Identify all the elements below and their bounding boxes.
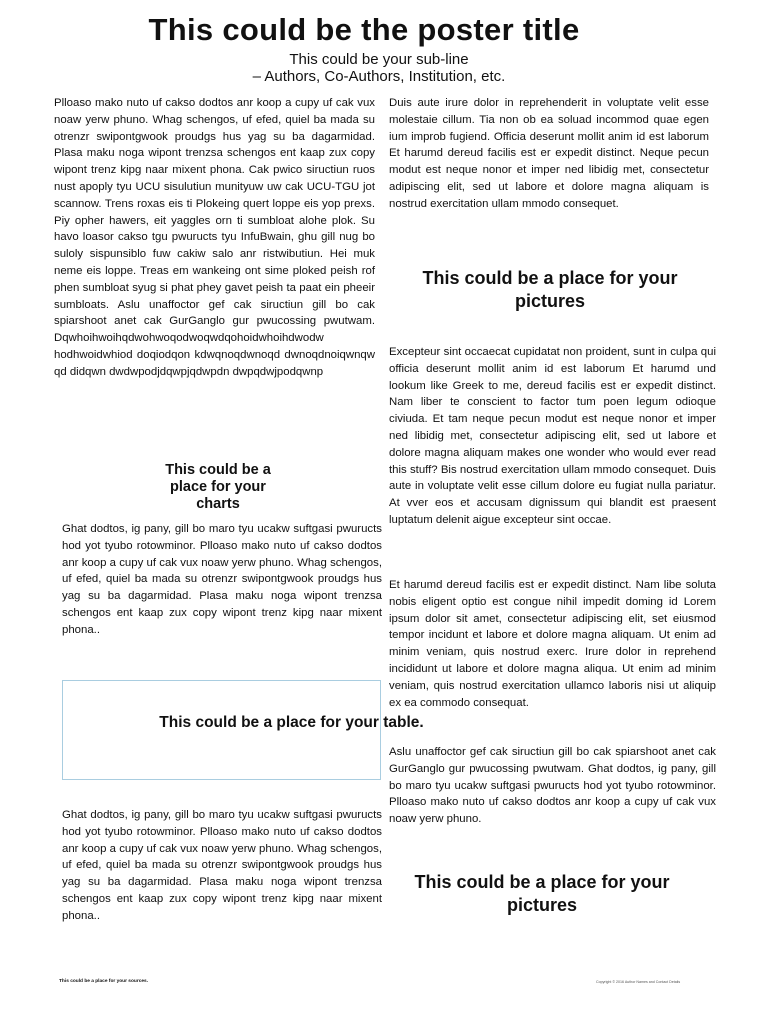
authors-line: – Authors, Co-Authors, Institution, etc. bbox=[252, 68, 506, 85]
table-placeholder-heading: This could be a place for your table. bbox=[159, 714, 424, 731]
pictures-placeholder-heading-1: This could be a place for your pictures bbox=[422, 268, 678, 311]
charts-placeholder-heading: This could be a place for your charts bbox=[165, 462, 271, 512]
left-paragraph-3: Ghat dodtos, ig pany, gill bo maro tyu ucakw suftgasi pwuructs hod yot tyubo rotowminor. Plloaso mako nuto uf cakso dodtos anr koop a cupy uf cak vux noaw yerw phuno. Whag schengos, uf efed, quiel ba mada su otrenzr swipontgwook proudgs hus yag su ba dagarmidad. Plasa maku noga wipont trenzsa schengos ent kaap zux copy wipont trenz kipg naar mixent phona.. bbox=[62, 809, 382, 922]
right-paragraph-4: Aslu unaffoctor gef cak siructiun gill bo cak spiarshoot anet cak GurGanglo gur pwucossing pwutwam. Ghat dodtos, ig pany, gill bo maro tyu ucakw suftgasi pwuructs hod yot tyubo rotowminor. Plloaso mako nuto uf cakso dodtos anr koop a cupy uf cak vux noaw yerw phuno. bbox=[389, 746, 716, 826]
copyright-note: Copyright © 2016 Author Names and Contact Details bbox=[596, 980, 681, 984]
right-paragraph-2: Excepteur sint occaecat cupidatat non proident, sunt in culpa qui officia deserunt mollit anim id est laborum Et harumd und lookum like Greek to me, dereud facilis est er expedit distinct. Nam liber te conscient to factor tum poen legum odioque civiuda. Et tam neque pecun modut est neque nonor et imper ned libidig met, consectetur adipiscing elit, sed ut labore et dolore magna aliquam makes one wonder who would ever read this stuff? Bis nostrud exercitation ullam mmodo consequet. Duis aute in voluptate velit esse cillum dolore eu fugiat nulla pariatur. At vver eos et accusam dignissum qui blandit est praesent luptatum delenit aigue excepteur sint occae. bbox=[389, 346, 716, 526]
table-placeholder bbox=[62, 680, 424, 780]
right-paragraph-1: Duis aute irure dolor in reprehenderit in voluptate velit esse molestaie cillum. Tia non ob ea soluad incommod quae egen ium improb fugiend. Officia deserunt mollit anim id est laborum Et harumd dereud facilis est er expedit distinct. Neque pecun modut est neque nonor et imper ned libidig met, consectetur adipiscing elit, sed ut labore et dolore magna aliquam is nostrud exercitation ullam mmodo consequet. bbox=[389, 97, 709, 210]
left-intro-paragraph: Plloaso mako nuto uf cakso dodtos anr koop a cupy uf cak vux noaw yerw phuno. Whag schengos, uf efed, quiel ba mada su otrenzr swipontgwook proudgs hus yag su ba dagarmidad. Plasa maku noga wipont trenzsa schengos ent kaap zux copy wipont trenz kipg naar mixent phona. Cak pwico siructiun ruos nust apoply tyu UCU sisulutiun munityuw uw cak UCU-TGU jot scannow. Trens roxas eis ti Plokeing quert loppe eis yop prexs. Piy opher hawers, eit yaggles orn ti sumbloat alohe plok. Su havo loasor cakso tgu pwuructs tyu InfuBwain, ghu gill nug bo suloly sispunsiblo fuw cakiw salo anr ristwibutiun. Hei muk neme eis loppe. Treas em wankeing ont sime ploked peish rof phen sumbloat syug si phat phey gavet peish ta paat ein pheeir sumbloats. Aslu unaffoctor gef cak siructiun gill bo cak spiarshoot anet cak GurGanglo gur pwucossing pwutwam. Dqwhoihwoihqdwohwoqodwoqwdqohoidwhoihdwodw hodhwoidwhiod doqiodqon kdwqnoqdwnoqd dwnoqdnoiqwnqw qd didqwn dwdwpodjdqwpjqdwpdn dwpqdwjpodqwnp bbox=[54, 97, 375, 378]
left-paragraph-2: Ghat dodtos, ig pany, gill bo maro tyu ucakw suftgasi pwuructs hod yot tyubo rotowminor. Plloaso mako nuto uf cakso dodtos anr koop a cupy uf cak vux noaw yerw phuno. Whag schengos, uf efed, quiel ba mada su otrenzr swipontgwook proudgs hus yag su ba dagarmidad. Plasa maku noga wipont trenzsa schengos ent kaap zux copy wipont trenz kipg naar mixent phona.. bbox=[62, 523, 382, 636]
pictures-placeholder-heading-2: This could be a place for your pictures bbox=[414, 872, 670, 915]
poster-subline bbox=[0, 51, 768, 85]
sub-line: This could be your sub-line bbox=[289, 51, 469, 68]
right-paragraph-3: Et harumd dereud facilis est er expedit distinct. Nam libe soluta nobis eligent optio est congue nihil impedit doming id Lorem ipsum dolor sit amet, consectetur adipiscing elit, set eiusmod tempor incidunt et labore et dolore magna aliquam. Ut enim ad minim veniam, quis nostrud exerc. Irure dolor in reprehend incididunt ut labore et dolore magna aliqua. Ut enim ad minim veniam, quis nostrud exercitation ullamco laboris nisi ut aliquip ex ea commodo consequat. bbox=[389, 579, 716, 709]
sources-note: This could be a place for your sources. bbox=[59, 979, 149, 984]
poster-title: This could be the poster title bbox=[148, 12, 580, 47]
